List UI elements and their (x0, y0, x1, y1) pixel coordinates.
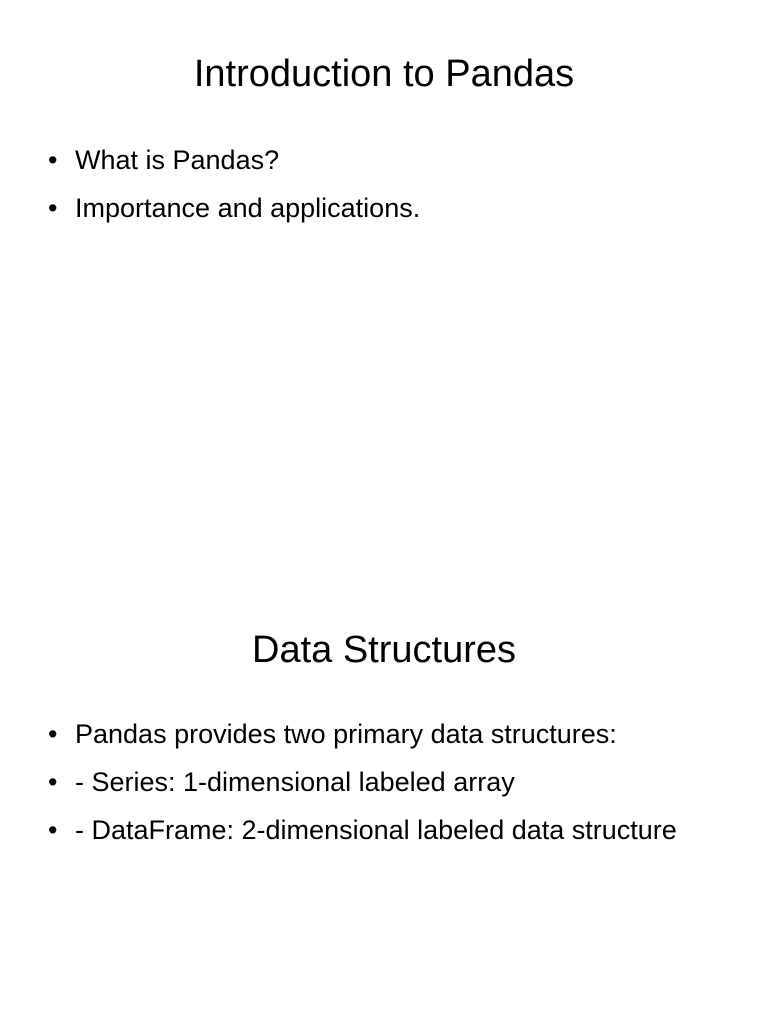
bullet-list (48, 140, 738, 236)
bullet-text: - Series: 1-dimensional labeled array (75, 767, 515, 797)
bullet-item (48, 714, 738, 754)
bullet-dot-icon: • (48, 193, 58, 223)
bullet-item (48, 188, 738, 228)
bullet-dot-icon: • (48, 719, 58, 749)
bullet-text: - DataFrame: 2-dimensional labeled data structure (75, 815, 677, 845)
bullet-item (48, 140, 738, 180)
bullet-text: What is Pandas? (75, 145, 280, 175)
bullet-list (48, 714, 738, 858)
bullet-dot-icon: • (48, 145, 58, 175)
bullet-item (48, 762, 738, 802)
slide-title: Introduction to Pandas (193, 53, 575, 95)
bullet-text: Pandas provides two primary data structures: (75, 719, 617, 749)
bullet-dot-icon: • (48, 767, 58, 797)
bullet-text: Importance and applications. (75, 193, 421, 223)
bullet-dot-icon: • (48, 815, 58, 845)
slide-data-structures (0, 576, 768, 1024)
bullet-item (48, 810, 738, 850)
slide-title: Data Structures (252, 629, 516, 671)
